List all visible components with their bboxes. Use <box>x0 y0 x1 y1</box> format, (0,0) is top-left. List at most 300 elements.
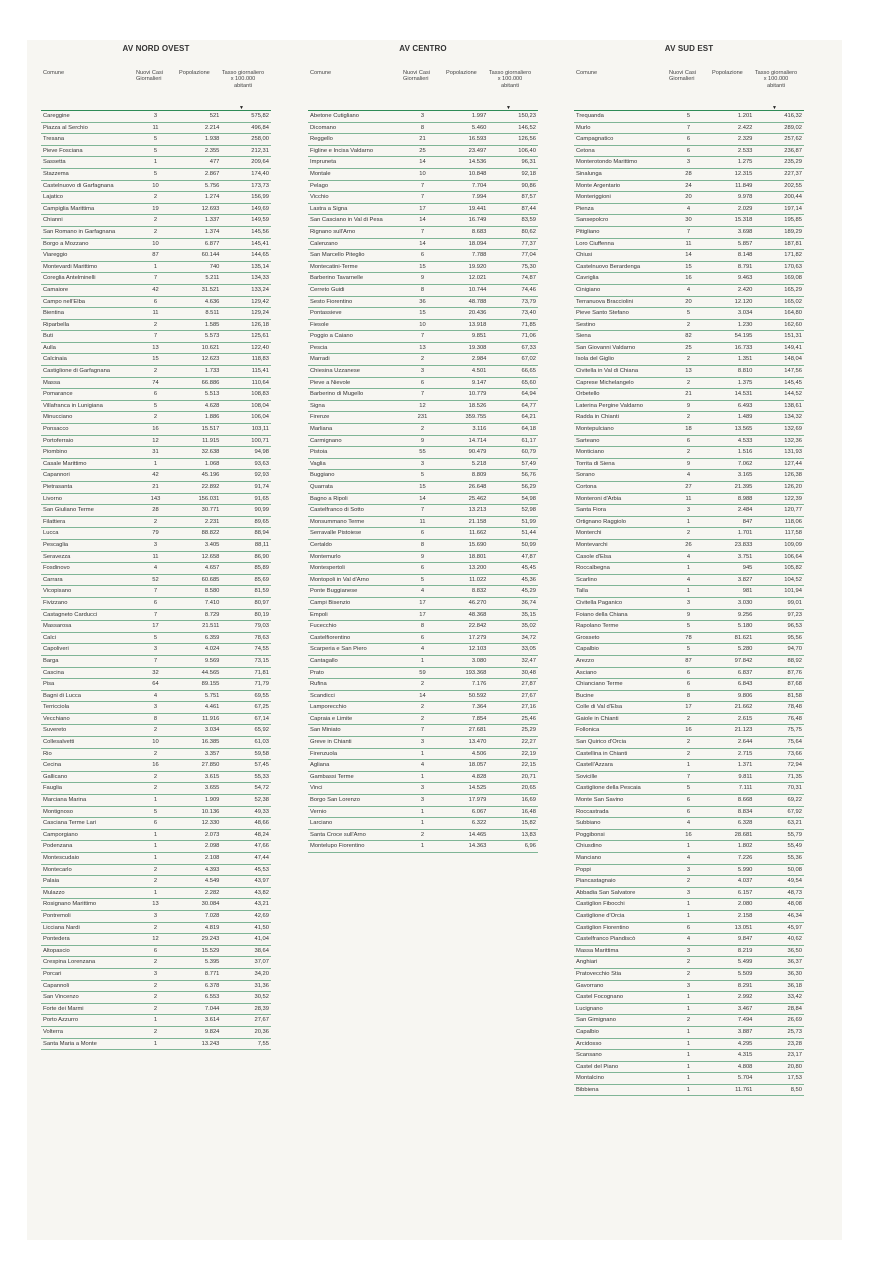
cell-comune: Poggibonsi <box>576 831 605 838</box>
cell-comune: Certaldo <box>310 541 332 548</box>
cell-popolazione: 5.509 <box>737 970 753 977</box>
cell-tasso: 197,14 <box>784 205 802 212</box>
table-row <box>41 772 271 784</box>
cell-nuovi-casi: 15 <box>152 356 159 363</box>
cell-nuovi-casi: 4 <box>153 692 158 699</box>
table-row <box>308 737 538 749</box>
table-row <box>574 1039 804 1051</box>
cell-nuovi-casi: 13 <box>152 901 159 908</box>
cell-comune: Casciana Terme Lari <box>43 820 97 827</box>
table-row <box>41 192 271 204</box>
cell-nuovi-casi: 16 <box>685 831 692 838</box>
cell-popolazione: 1.337 <box>204 217 220 224</box>
cell-comune: Viareggio <box>43 252 68 259</box>
cell-comune: Sinalunga <box>576 170 602 177</box>
cell-comune: Castel Focognano <box>576 994 624 1001</box>
table-row <box>308 389 538 401</box>
cell-tasso: 83,59 <box>521 217 536 224</box>
table-row <box>574 1027 804 1039</box>
table-row <box>574 992 804 1004</box>
cell-comune: Pieve a Nievole <box>310 379 351 386</box>
cell-comune: Colle di Val d'Elsa <box>576 704 623 711</box>
cell-popolazione: 3.827 <box>737 576 753 583</box>
header-comune: Comune <box>310 70 332 76</box>
cell-nuovi-casi: 1 <box>420 820 425 827</box>
cell-tasso: 87,44 <box>521 205 536 212</box>
cell-popolazione: 2.214 <box>204 124 220 131</box>
cell-nuovi-casi: 14 <box>419 240 426 247</box>
cell-popolazione: 3.034 <box>737 310 753 317</box>
cell-tasso: 92,18 <box>521 170 536 177</box>
cell-comune: Agliana <box>310 762 330 769</box>
cell-tasso: 71,35 <box>787 773 802 780</box>
cell-comune: Foiano della Chiana <box>576 611 628 618</box>
cell-tasso: 64,94 <box>521 391 536 398</box>
cell-popolazione: 1.068 <box>204 460 220 467</box>
table-row <box>41 691 271 703</box>
cell-nuovi-casi: 7 <box>153 657 158 664</box>
cell-tasso: 20,71 <box>521 773 536 780</box>
table-row <box>308 552 538 564</box>
header-popolazione: Popolazione <box>712 70 743 76</box>
cell-popolazione: 19.920 <box>468 263 487 270</box>
table-row <box>41 552 271 564</box>
table-row <box>574 157 804 169</box>
cell-comune: Casole d'Elsa <box>576 553 612 560</box>
cell-tasso: 67,25 <box>254 704 269 711</box>
cell-nuovi-casi: 6 <box>686 669 691 676</box>
cell-nuovi-casi: 19 <box>152 205 159 212</box>
table-row <box>41 737 271 749</box>
cell-comune: Gambassi Terme <box>310 773 354 780</box>
cell-nuovi-casi: 2 <box>153 878 158 885</box>
cell-popolazione: 66.886 <box>201 379 220 386</box>
cell-popolazione: 11.022 <box>469 576 487 583</box>
table-row <box>41 297 271 309</box>
cell-tasso: 149,69 <box>251 205 269 212</box>
cell-comune: Montespertoli <box>310 565 345 572</box>
table-row <box>308 714 538 726</box>
sort-desc-icon[interactable]: ▼ <box>239 105 244 111</box>
cell-tasso: 147,56 <box>784 368 802 375</box>
cell-popolazione: 2.644 <box>737 739 753 746</box>
cell-comune: Filattiera <box>43 518 66 525</box>
cell-popolazione: 7.226 <box>737 855 753 861</box>
table-row <box>574 981 804 993</box>
cell-popolazione: 1.802 <box>737 843 753 850</box>
cell-nuovi-casi: 3 <box>153 912 158 919</box>
cell-tasso: 54,72 <box>254 785 269 792</box>
cell-popolazione: 7.788 <box>471 252 487 259</box>
sort-desc-icon[interactable]: ▼ <box>772 105 777 111</box>
cell-comune: Pisa <box>43 681 55 688</box>
cell-comune: Castiglione d'Orcia <box>576 912 625 919</box>
cell-comune: Ponte Buggianese <box>310 588 358 595</box>
cell-comune: Rio <box>43 750 52 757</box>
cell-comune: Seravezza <box>43 553 71 560</box>
cell-popolazione: 13.051 <box>734 924 753 931</box>
cell-popolazione: 89.155 <box>201 681 220 688</box>
cell-comune: Isola del Giglio <box>576 356 615 363</box>
cell-comune: Prato <box>310 669 324 676</box>
cell-popolazione: 7.111 <box>738 785 753 792</box>
cell-popolazione: 8.810 <box>737 368 753 375</box>
cell-popolazione: 3.751 <box>737 553 753 560</box>
table-row <box>41 1004 271 1016</box>
cell-popolazione: 21.395 <box>734 484 753 490</box>
cell-comune: Sovicille <box>576 773 598 780</box>
cell-tasso: 57,45 <box>254 762 269 769</box>
cell-comune: Pomarance <box>43 391 73 398</box>
cell-popolazione: 19.441 <box>468 205 487 212</box>
cell-nuovi-casi: 1 <box>686 762 691 769</box>
cell-comune: San Gimignano <box>576 1017 616 1024</box>
cell-nuovi-casi: 10 <box>152 240 159 247</box>
cell-tasso: 75,30 <box>521 263 536 270</box>
table-row <box>41 575 271 587</box>
cell-tasso: 95,56 <box>787 634 802 641</box>
table-row <box>41 401 271 413</box>
cell-popolazione: 15.690 <box>468 541 487 548</box>
table-row <box>574 1050 804 1062</box>
cell-tasso: 127,44 <box>784 460 802 467</box>
header-tasso[interactable]: Tasso giornaliero x 100.000 abitanti <box>488 70 532 89</box>
cell-tasso: 23,17 <box>787 1052 802 1059</box>
cell-tasso: 148,04 <box>784 356 802 363</box>
table-row <box>574 447 804 459</box>
cell-nuovi-casi: 6 <box>420 252 425 259</box>
cell-nuovi-casi: 11 <box>685 495 692 502</box>
table-row <box>41 181 271 193</box>
cell-comune: Arezzo <box>576 657 595 664</box>
cell-comune: Castelnuovo di Garfagnana <box>43 182 114 189</box>
cell-comune: Impruneta <box>310 159 337 166</box>
cell-comune: Collesalvetti <box>43 739 75 746</box>
header-nuovi-casi: Nuovi Casi Giornalieri <box>669 70 697 83</box>
header-tasso[interactable]: Tasso giornaliero x 100.000 abitanti <box>754 70 798 89</box>
cell-nuovi-casi: 1 <box>153 889 158 896</box>
cell-popolazione: 5.211 <box>205 275 220 282</box>
cell-comune: Livorno <box>43 495 63 502</box>
cell-popolazione: 48.788 <box>468 298 487 305</box>
table-row <box>574 911 804 923</box>
cell-nuovi-casi: 14 <box>419 217 426 224</box>
cell-tasso: 99,01 <box>787 599 802 606</box>
cell-popolazione: 8.683 <box>471 228 487 235</box>
cell-tasso: 88,92 <box>787 657 802 664</box>
table-row <box>308 691 538 703</box>
table-row <box>308 192 538 204</box>
cell-comune: Loro Ciuffenna <box>576 240 614 247</box>
cell-tasso: 27,87 <box>521 681 536 688</box>
table-row <box>574 366 804 378</box>
cell-popolazione: 2.029 <box>737 205 753 212</box>
cell-tasso: 45,45 <box>521 565 536 572</box>
cell-popolazione: 3.614 <box>204 1017 220 1024</box>
cell-popolazione: 8.834 <box>737 808 753 815</box>
cell-nuovi-casi: 11 <box>685 240 692 247</box>
cell-tasso: 126,18 <box>251 321 269 328</box>
table-row <box>308 424 538 436</box>
cell-comune: Cetona <box>576 147 595 154</box>
cell-tasso: 28,84 <box>787 1005 802 1012</box>
cell-tasso: 149,41 <box>784 344 802 351</box>
cell-tasso: 212,31 <box>251 147 269 154</box>
cell-nuovi-casi: 74 <box>152 379 159 386</box>
table-row <box>41 517 271 529</box>
cell-comune: Crespina Lorenzana <box>43 959 96 966</box>
cell-popolazione: 740 <box>209 263 220 270</box>
cell-popolazione: 7.854 <box>471 715 487 722</box>
cell-nuovi-casi: 4 <box>420 646 425 653</box>
cell-popolazione: 17.979 <box>468 797 487 804</box>
table-row <box>41 853 271 865</box>
cell-comune: Murlo <box>576 124 591 131</box>
cell-tasso: 173,73 <box>251 182 269 189</box>
cell-popolazione: 45.196 <box>201 472 220 479</box>
cell-comune: Capannoli <box>43 982 70 989</box>
cell-tasso: 89,65 <box>254 518 269 525</box>
cell-nuovi-casi: 1 <box>686 1086 691 1093</box>
table-row <box>308 563 538 575</box>
cell-comune: Castiglion Fibocchi <box>576 901 625 908</box>
cell-comune: Vernio <box>310 808 327 815</box>
cell-nuovi-casi: 8 <box>420 541 425 548</box>
cell-comune: Massa Marittima <box>576 947 619 954</box>
cell-popolazione: 11.662 <box>469 530 487 537</box>
cell-nuovi-casi: 2 <box>420 715 425 722</box>
cell-comune: Monterchi <box>576 530 602 537</box>
table-row <box>574 633 804 645</box>
table-row <box>574 424 804 436</box>
table-row <box>41 830 271 842</box>
cell-comune: Aulla <box>43 344 56 351</box>
cell-comune: Scandicci <box>310 692 335 699</box>
cell-comune: Santa Fiora <box>576 507 606 514</box>
cell-tasso: 50,08 <box>787 866 802 873</box>
cell-popolazione: 5.395 <box>204 959 220 966</box>
cell-comune: Barberino di Mugello <box>310 391 364 398</box>
cell-popolazione: 8.771 <box>204 970 220 977</box>
cell-tasso: 122,40 <box>251 344 269 351</box>
cell-comune: Podenzana <box>43 843 73 850</box>
cell-nuovi-casi: 1 <box>420 657 425 664</box>
cell-comune: Anghiari <box>576 959 598 966</box>
cell-popolazione: 10.136 <box>201 808 220 815</box>
cell-nuovi-casi: 5 <box>420 472 425 479</box>
cell-nuovi-casi: 26 <box>685 541 692 548</box>
cell-tasso: 37,07 <box>254 959 269 966</box>
cell-popolazione: 2.080 <box>737 901 753 908</box>
cell-nuovi-casi: 1 <box>686 1052 691 1059</box>
cell-popolazione: 14.363 <box>468 843 487 850</box>
cell-comune: Capalbio <box>576 646 599 653</box>
table-row <box>574 169 804 181</box>
cell-popolazione: 4.628 <box>204 402 220 409</box>
cell-tasso: 71,79 <box>254 681 269 688</box>
cell-nuovi-casi: 231 <box>417 414 428 421</box>
cell-popolazione: 1.375 <box>737 379 753 386</box>
table-row <box>574 621 804 633</box>
cell-nuovi-casi: 17 <box>152 623 159 630</box>
cell-popolazione: 17.279 <box>468 634 487 641</box>
cell-comune: Barga <box>43 657 59 664</box>
cell-popolazione: 1.701 <box>737 530 753 537</box>
cell-tasso: 56,29 <box>521 484 536 490</box>
table-row <box>41 540 271 552</box>
cell-nuovi-casi: 31 <box>152 449 159 456</box>
table-row <box>574 343 804 355</box>
cell-comune: Sansepolcro <box>576 217 609 224</box>
table-row <box>574 749 804 761</box>
cell-tasso: 129,24 <box>251 310 269 317</box>
cell-nuovi-casi: 1 <box>153 843 158 850</box>
cell-popolazione: 5.573 <box>204 333 220 340</box>
table-row <box>41 865 271 877</box>
cell-comune: Capoliveri <box>43 646 69 653</box>
table-row <box>308 494 538 506</box>
cell-tasso: 257,62 <box>784 136 802 143</box>
cell-popolazione: 4.549 <box>204 878 220 885</box>
cell-comune: Chianni <box>43 217 63 224</box>
cell-comune: Sassetta <box>43 159 66 166</box>
sort-desc-icon[interactable]: ▼ <box>506 105 511 111</box>
cell-comune: Buggiano <box>310 472 335 479</box>
cell-nuovi-casi: 64 <box>152 681 159 688</box>
cell-nuovi-casi: 1 <box>153 855 158 861</box>
cell-popolazione: 9.811 <box>738 773 753 780</box>
cell-popolazione: 7.494 <box>737 1017 753 1024</box>
cell-tasso: 30,52 <box>254 994 269 1001</box>
cell-popolazione: 4.393 <box>204 866 220 873</box>
cell-nuovi-casi: 3 <box>686 866 691 873</box>
cell-comune: Santa Croce sull'Arno <box>310 831 366 838</box>
cell-nuovi-casi: 25 <box>685 344 692 351</box>
cell-tasso: 69,22 <box>787 797 802 804</box>
cell-comune: Fucecchio <box>310 623 337 630</box>
cell-tasso: 33,05 <box>521 646 536 653</box>
cell-nuovi-casi: 2 <box>153 1028 158 1035</box>
cell-tasso: 54,98 <box>521 495 536 502</box>
cell-nuovi-casi: 8 <box>420 623 425 630</box>
table-row <box>574 239 804 251</box>
cell-comune: Lucignano <box>576 1005 603 1012</box>
cell-tasso: 40,62 <box>787 936 802 943</box>
cell-popolazione: 3.405 <box>204 541 220 548</box>
cell-comune: Gavorrano <box>576 982 604 989</box>
cell-tasso: 32,47 <box>521 657 536 664</box>
cell-popolazione: 4.501 <box>471 368 487 375</box>
cell-nuovi-casi: 87 <box>685 657 692 664</box>
header-nuovi-casi: Nuovi Casi Giornalieri <box>403 70 431 83</box>
cell-tasso: 47,44 <box>254 855 269 861</box>
cell-popolazione: 2.329 <box>737 136 753 143</box>
cell-comune: Camporgiano <box>43 831 78 838</box>
table-row <box>41 494 271 506</box>
cell-popolazione: 2.615 <box>737 715 753 722</box>
cell-tasso: 48,24 <box>254 831 269 838</box>
cell-popolazione: 21.158 <box>468 518 487 525</box>
cell-popolazione: 11.761 <box>735 1086 753 1093</box>
cell-popolazione: 10.779 <box>468 391 487 398</box>
cell-comune: Vicopisano <box>43 588 72 595</box>
cell-tasso: 43,21 <box>254 901 269 908</box>
table-row <box>41 633 271 645</box>
table-row <box>308 227 538 239</box>
cell-nuovi-casi: 1 <box>686 912 691 919</box>
cell-popolazione: 6.328 <box>737 820 753 827</box>
cell-popolazione: 6.322 <box>471 820 487 827</box>
cell-tasso: 96,53 <box>787 623 802 630</box>
cell-popolazione: 359.755 <box>465 414 487 421</box>
table-row <box>574 668 804 680</box>
cell-comune: Casale Marittimo <box>43 460 87 467</box>
cell-tasso: 125,61 <box>251 333 269 340</box>
cell-nuovi-casi: 12 <box>152 437 159 444</box>
cell-tasso: 129,42 <box>251 298 269 305</box>
table-row <box>308 436 538 448</box>
table-row <box>574 760 804 772</box>
table-row <box>574 714 804 726</box>
header-tasso[interactable]: Tasso giornaliero x 100.000 abitanti <box>221 70 265 89</box>
cell-popolazione: 1.516 <box>737 449 753 456</box>
cell-nuovi-casi: 30 <box>685 217 692 224</box>
cell-tasso: 106,04 <box>251 414 269 421</box>
cell-nuovi-casi: 5 <box>686 646 691 653</box>
cell-popolazione: 10.621 <box>201 344 220 351</box>
cell-tasso: 165,29 <box>784 286 802 293</box>
cell-nuovi-casi: 17 <box>419 611 426 618</box>
cell-nuovi-casi: 2 <box>686 414 691 421</box>
cell-tasso: 36,74 <box>521 599 536 606</box>
cell-comune: Bibbiena <box>576 1086 599 1093</box>
table-row <box>308 354 538 366</box>
table-row <box>574 807 804 819</box>
cell-tasso: 92,93 <box>254 472 269 479</box>
table-row <box>308 702 538 714</box>
table-row <box>308 575 538 587</box>
cell-popolazione: 26.648 <box>468 484 487 490</box>
cell-tasso: 106,40 <box>518 147 536 154</box>
table-row <box>574 702 804 714</box>
cell-popolazione: 22.842 <box>468 623 487 630</box>
table-row <box>574 412 804 424</box>
cell-popolazione: 31.521 <box>201 286 220 293</box>
cell-popolazione: 4.506 <box>471 750 487 757</box>
cell-tasso: 120,77 <box>784 507 802 514</box>
cell-tasso: 46,34 <box>787 912 802 919</box>
cell-comune: Firenzuola <box>310 750 338 757</box>
cell-popolazione: 4.636 <box>204 298 220 305</box>
table-row <box>308 123 538 135</box>
cell-nuovi-casi: 7 <box>153 275 158 282</box>
cell-tasso: 48,08 <box>787 901 802 908</box>
cell-comune: Montignoso <box>43 808 73 815</box>
cell-tasso: 67,14 <box>254 715 269 722</box>
table-row <box>308 656 538 668</box>
cell-nuovi-casi: 3 <box>686 982 691 989</box>
cell-comune: Monteriggioni <box>576 194 611 201</box>
cell-tasso: 131,93 <box>784 449 802 456</box>
cell-tasso: 100,71 <box>251 437 269 444</box>
cell-nuovi-casi: 3 <box>420 113 425 119</box>
cell-tasso: 94,98 <box>254 449 269 456</box>
cell-popolazione: 7.176 <box>471 681 487 688</box>
table-row <box>574 227 804 239</box>
table-row <box>574 401 804 413</box>
cell-tasso: 71,81 <box>254 669 269 676</box>
cell-comune: Marliana <box>310 426 333 433</box>
